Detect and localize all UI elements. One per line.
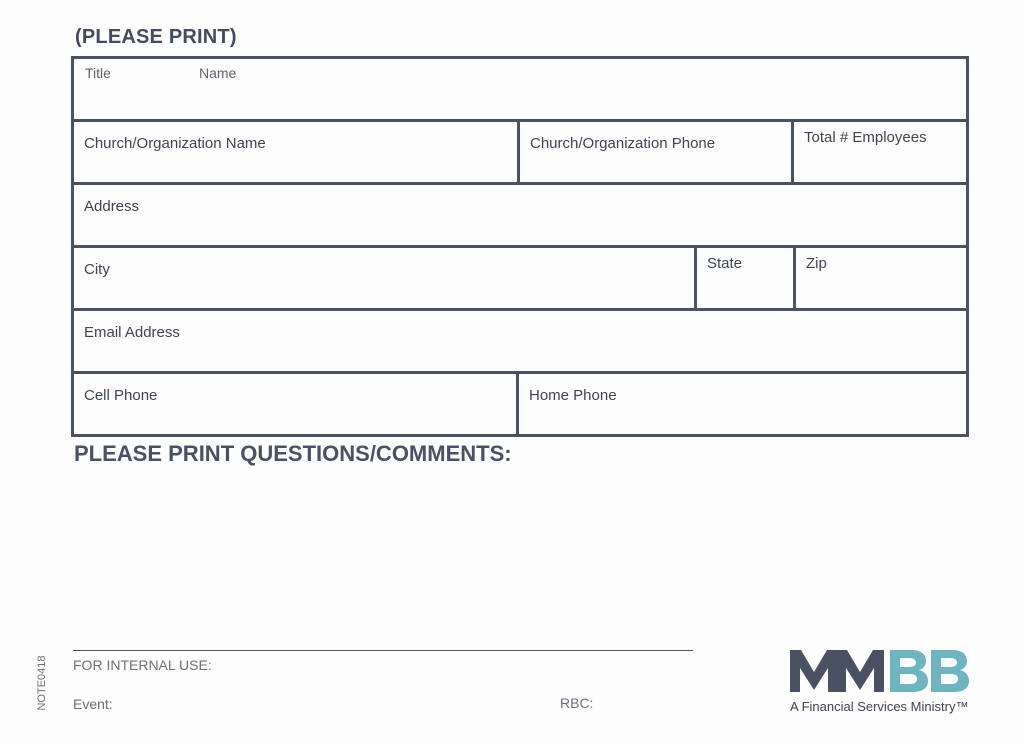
cell-phone-label: Cell Phone [84,387,158,404]
employees-field[interactable] [791,122,966,182]
city-label: City [84,261,110,278]
address-row [74,185,966,248]
church-name-label: Church/Organization Name [84,135,266,152]
name-row [74,59,966,122]
state-label: State [707,255,743,272]
address-label: Address [84,198,140,215]
city-field[interactable] [74,248,694,308]
phone-row [74,374,966,434]
email-row [74,311,966,374]
church-name-field[interactable] [74,122,517,182]
home-phone-field[interactable] [516,374,966,434]
internal-divider [73,650,693,651]
contact-form [71,56,969,437]
home-phone-label: Home Phone [529,387,617,404]
email-field[interactable] [74,311,966,371]
comments-heading: PLEASE PRINT QUESTIONS/COMMENTS: [74,441,512,466]
zip-field[interactable] [793,248,966,308]
church-phone-field[interactable] [517,122,791,182]
state-field[interactable] [694,248,793,308]
rbc-label[interactable]: RBC: [560,695,594,711]
please-print-header: (PLEASE PRINT) [75,26,237,48]
name-label: Name [199,65,237,81]
email-label: Email Address [84,324,180,341]
church-row [74,122,966,185]
brand-tagline: A Financial Services Ministry™ [790,699,969,714]
employees-label: Total # Employees [804,129,927,146]
internal-use-label: FOR INTERNAL USE: [73,657,212,673]
form-code: NOTE0418 [36,655,48,711]
cell-phone-field[interactable] [74,374,516,434]
title-label: Title [85,65,111,81]
title-name-field[interactable] [74,59,966,119]
event-label[interactable]: Event: [73,696,113,712]
mmbb-logo [790,646,970,694]
zip-label: Zip [806,255,827,272]
city-row [74,248,966,311]
address-field[interactable] [74,185,966,245]
church-phone-label: Church/Organization Phone [530,135,716,152]
